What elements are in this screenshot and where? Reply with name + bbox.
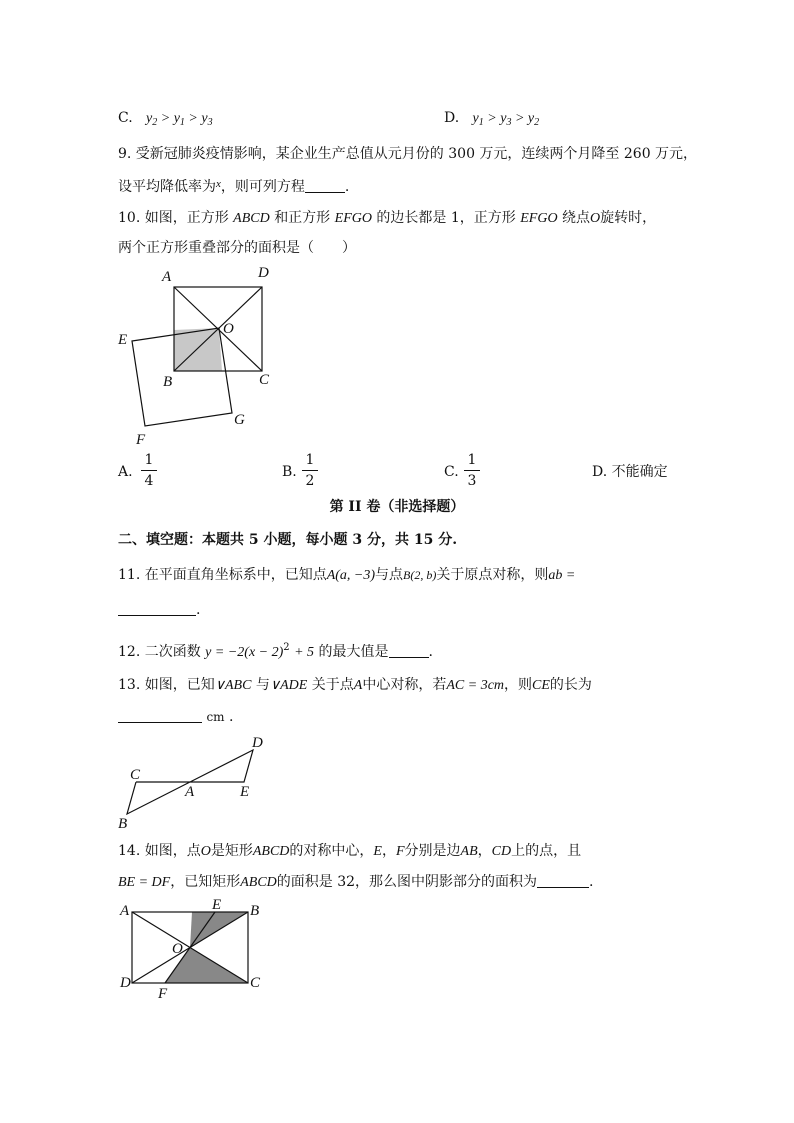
q13-triangle-ade xyxy=(190,750,253,782)
q14-figure xyxy=(110,895,270,1000)
q10-option-b-label: B. xyxy=(282,464,297,480)
q8-c-expression: $y_2 > y_1 > y_3$ xyxy=(146,111,213,128)
q10-option-d: D. 不能确定 xyxy=(592,464,668,480)
q10-label-b: B xyxy=(163,374,173,390)
q10-option-c-fraction: 1 3 xyxy=(464,451,480,490)
q13-label-d: D xyxy=(252,735,263,751)
q13-label-e: E xyxy=(240,784,250,800)
section-heading: 二、填空题：本题共 5 小题，每小题 3 分，共 15 分. xyxy=(118,532,458,548)
q10-figure xyxy=(110,260,290,450)
q10-label-c: C xyxy=(259,372,270,388)
q13-label-c: C xyxy=(130,767,141,783)
q14-answer-blank[interactable] xyxy=(537,873,589,888)
q14-line1: 14. 如图，点O是矩形ABCD的对称中心，E，F分别是边AB，CD上的点，且 xyxy=(118,843,582,859)
q10-label-o: O xyxy=(223,321,234,337)
q10-label-d: D xyxy=(258,265,269,281)
q13-line1: 13. 如图，已知∨ABC 与∨ADE 关于点A中心对称，若AC = 3cm，则CE的长为 xyxy=(118,677,592,693)
q13-line2: cm . xyxy=(118,707,233,727)
q10-label-e: E xyxy=(118,332,128,348)
q11-answer-blank[interactable] xyxy=(118,601,196,616)
section-title: 第 II 卷（非选择题） xyxy=(329,499,465,515)
q10-line1: 10. 如图，正方形 ABCD 和正方形 EFGO 的边长都是 1，正方形 EFGO 绕点O旋转时， xyxy=(118,210,657,226)
q14-label-f: F xyxy=(158,986,168,1000)
q13-label-b: B xyxy=(118,816,128,830)
q9-line1: 9. 受新冠肺炎疫情影响，某企业生产总值从元月份的 300 万元，连续两个月降至 260 万元， xyxy=(118,146,698,162)
q8-option-c: C. $y_2 > y_1 > y_3$ xyxy=(118,110,213,128)
q9-answer-blank[interactable] xyxy=(305,178,345,193)
q13-label-a: A xyxy=(185,784,195,800)
q12-line: 12. 二次函数 $y = -2(x - 2)^2 + 5$ 的最大值是 . xyxy=(118,642,433,660)
q14-label-c: C xyxy=(250,975,261,991)
q14-label-e: E xyxy=(212,897,222,913)
q10-line2: 两个正方形重叠部分的面积是（ ） xyxy=(118,240,356,256)
q10-option-b-fraction: 1 2 xyxy=(302,451,318,490)
q8-d-expression: $y_1 > y_3 > y_2$ xyxy=(472,111,540,128)
q14-label-a: A xyxy=(120,903,130,919)
q10-option-c-label: C. xyxy=(444,464,459,480)
q13-answer-blank[interactable] xyxy=(118,708,202,723)
q13-figure xyxy=(110,730,280,830)
q10-option-a-label: A. xyxy=(118,464,133,480)
q14-label-b: B xyxy=(250,903,260,919)
q14-line2: BE = DF，已知矩形ABCD的面积是 32，那么图中阴影部分的面积为 . xyxy=(118,874,594,890)
q10-option-a-fraction: 1 4 xyxy=(141,451,157,490)
q10-label-f: F xyxy=(136,432,146,448)
q14-label-o: O xyxy=(172,941,183,957)
q8-option-d: D. $y_1 > y_3 > y_2$ xyxy=(444,110,540,128)
q10-label-a: A xyxy=(162,269,172,285)
q11-line1: 11. 在平面直角坐标系中，已知点A(a, −3)与点B(2, b)关于原点对称，则ab = xyxy=(118,567,576,583)
q14-label-d: D xyxy=(120,975,131,991)
q13-triangle-abc xyxy=(127,782,190,814)
q10-label-g: G xyxy=(234,412,245,428)
q11-line2: . xyxy=(118,600,200,620)
q12-answer-blank[interactable] xyxy=(389,643,429,658)
q9-line2: 设平均降低率为$^x$，则可列方程 . xyxy=(118,178,350,195)
